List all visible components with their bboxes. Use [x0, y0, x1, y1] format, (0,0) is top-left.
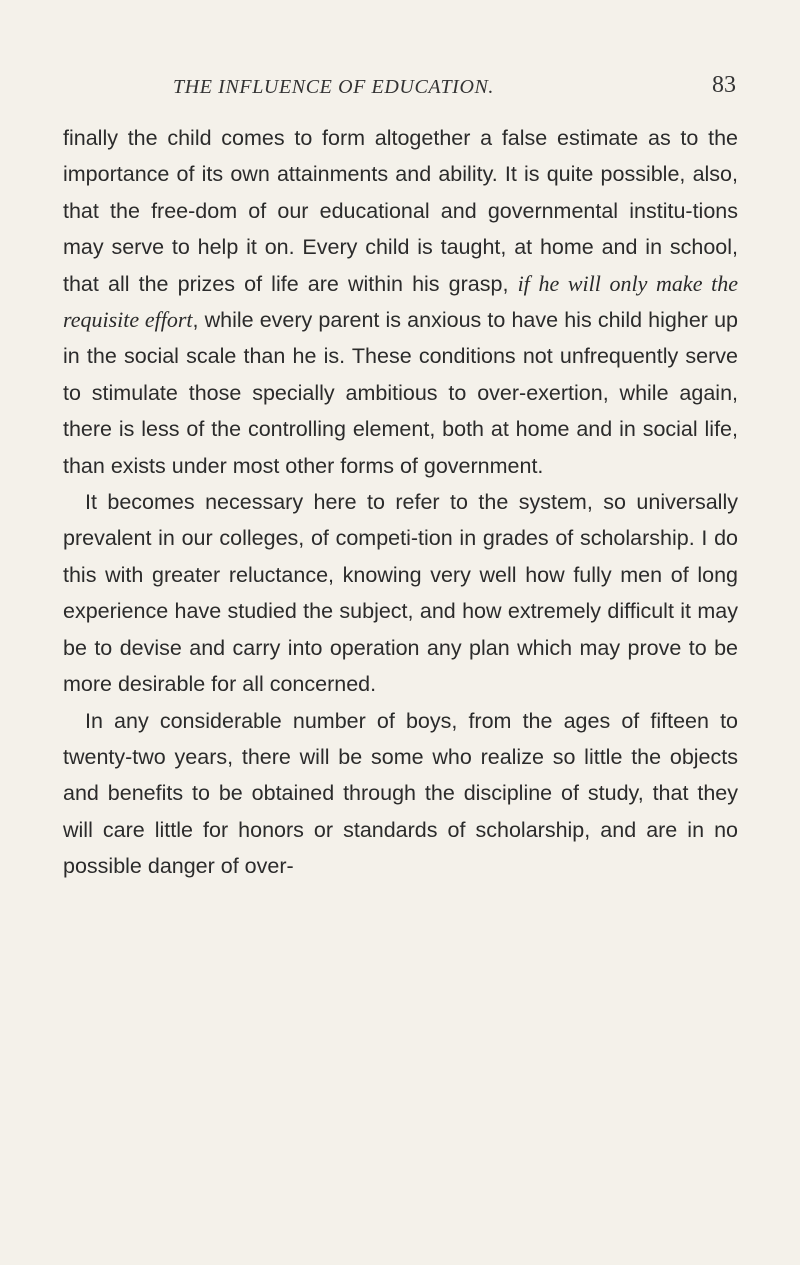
- paragraph-3: In any considerable number of boys, from the ages of fifteen to twenty-two years, there will be some who realize so little the objects and benefits to be obtained through the discipline of study, that they will care little for honors or standards of scholarship, and are in no possible danger of over-: [63, 708, 738, 879]
- running-title: THE INFLUENCE OF EDUCATION.: [173, 76, 495, 98]
- body-text: [63, 120, 738, 885]
- page-number: 83: [712, 72, 736, 98]
- paragraph-1-italic-phrase: if he will only make the requisite effort: [63, 270, 738, 333]
- book-page: [63, 66, 738, 885]
- paragraph-1-text-after: , while every parent is anxious to have his child higher up in the social scale than he is. These conditions not unfrequently serve to stimulate those specially ambitious to over-exertion, while again, there is less of the controlling element, both at home and in social life, than exists under most other forms of government.: [63, 308, 738, 478]
- running-head: [63, 66, 738, 106]
- paragraph-1: [63, 120, 738, 484]
- paragraph-2: It becomes necessary here to refer to the system, so universally prevalent in our colleges, of competi-tion in grades of scholarship. I do this with greater reluctance, knowing very well how fully men of long experience have studied the subject, and how extremely difficult it may be to devise and carry into operation any plan which may prove to be more desirable for all concerned.: [63, 490, 738, 697]
- paragraph-1-text-before: finally the child comes to form altogether a false estimate as to the importance of its own attainments and ability. It is quite possible, also, that the free-dom of our educational and governmental institu-tions may serve to help it on. Every child is taught, at home and in school, that all the prizes of life are within his grasp,: [63, 126, 738, 296]
